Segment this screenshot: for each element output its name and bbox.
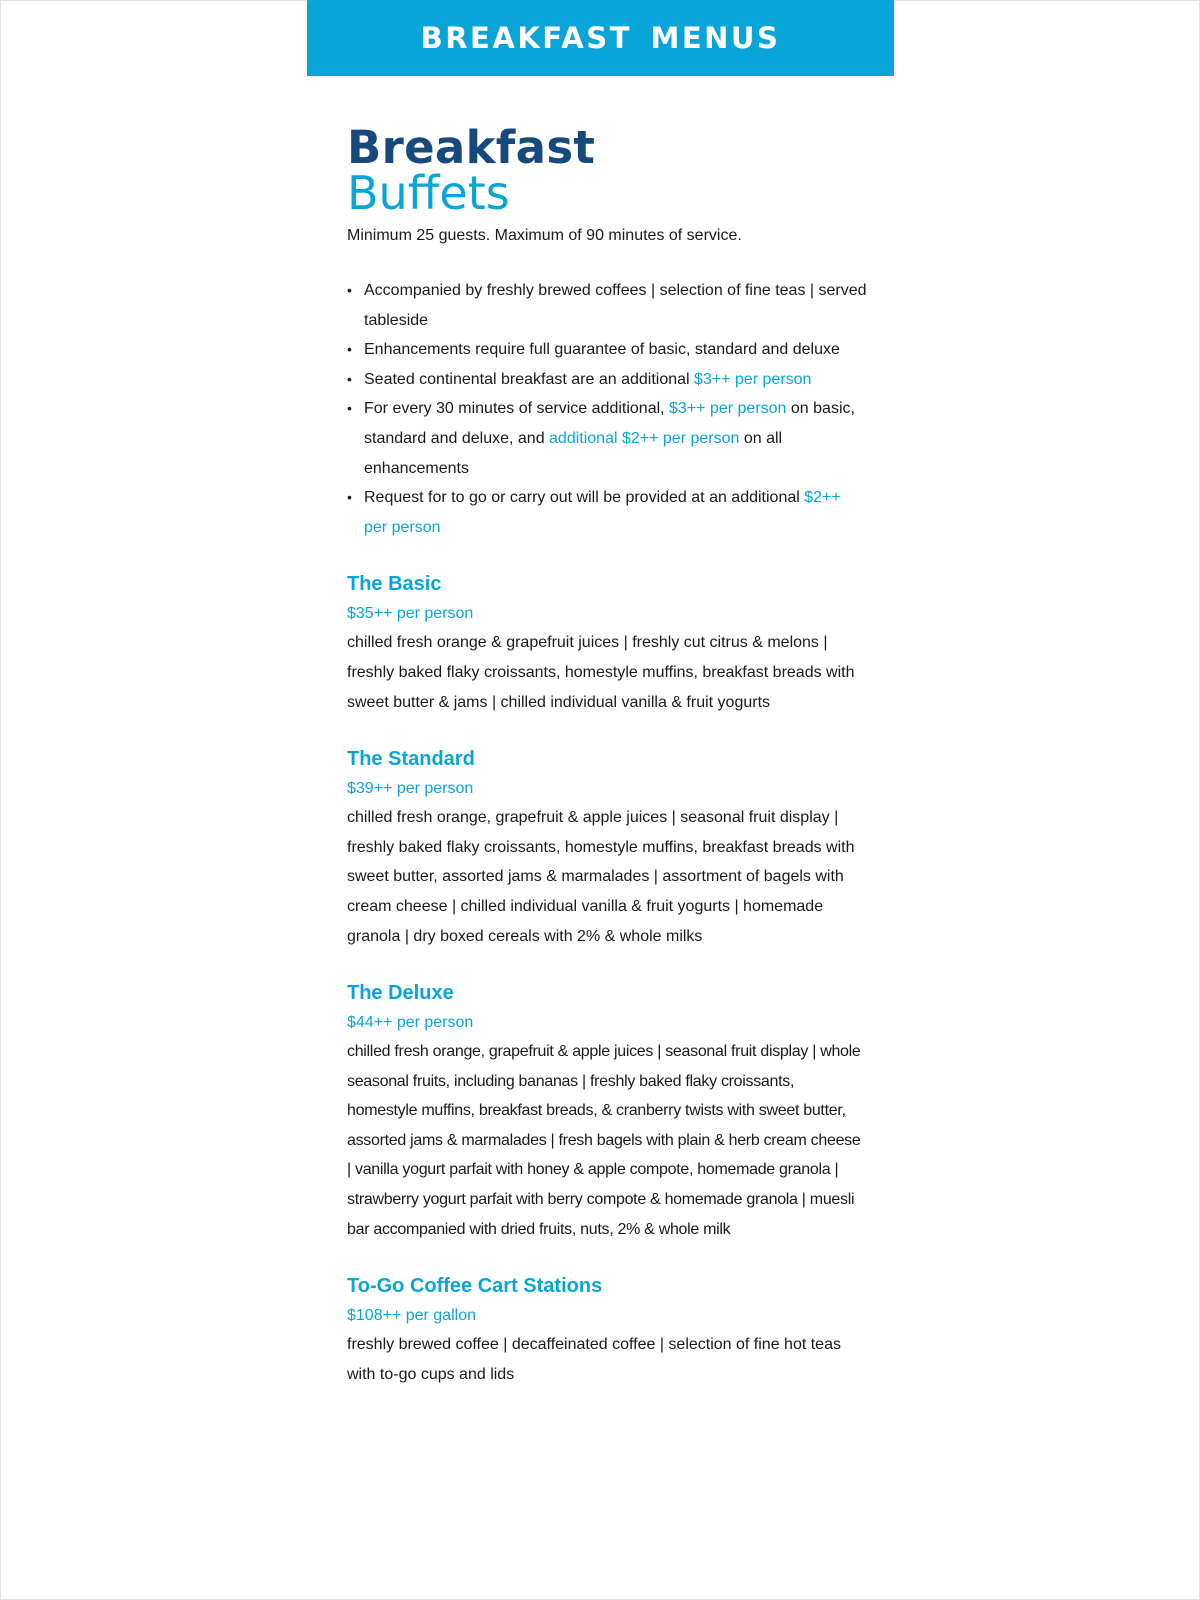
note-price-highlight: $3++ per person xyxy=(669,400,787,418)
banner-title: BREAKFAST MENUS xyxy=(420,21,781,55)
section-price: $108++ per gallon xyxy=(347,1307,476,1325)
menu-section-coffee-cart xyxy=(347,1274,867,1389)
note-text: Seated continental breakfast are an additional xyxy=(364,370,695,388)
note-text: on all enhancements xyxy=(364,429,783,477)
note-item xyxy=(347,335,867,365)
section-title: The Deluxe xyxy=(347,982,454,1005)
note-text: on basic, standard and deluxe, and xyxy=(364,400,855,447)
menu-section-basic xyxy=(347,572,867,717)
note-text: Enhancements require full guarantee of basic, standard and deluxe xyxy=(364,341,840,359)
note-price-highlight: $2++ per person xyxy=(364,489,841,536)
header-banner xyxy=(307,0,894,76)
note-item xyxy=(347,365,867,395)
menu-section-standard xyxy=(347,747,867,951)
section-price: $44++ per person xyxy=(347,1014,474,1032)
section-title: The Standard xyxy=(347,748,475,771)
section-items: chilled fresh orange, grapefruit & apple juices | seasonal fruit display | whole seasonal fruits, including bananas | freshly baked flaky croissants, homestyle muffins, breakfast breads, & cranberry twists with sweet butter, assorted jams & marmalades | fresh bagels with plain & herb cream cheese | vanilla yogurt parfait with honey & apple compote, homemade granola | strawberry yogurt parfait with berry compote & homemade granola | muesli bar accompanied with dried fruits, nuts, 2% & whole milk xyxy=(347,1043,861,1238)
notes-list xyxy=(347,276,867,542)
note-item xyxy=(347,276,867,335)
menu-content xyxy=(347,122,867,1389)
intro-text: Minimum 25 guests. Maximum of 90 minutes of service. xyxy=(347,227,742,244)
section-items: chilled fresh orange & grapefruit juices | freshly cut citrus & melons | freshly baked flaky croissants, homestyle muffins, breakfast breads with sweet butter & jams | chilled individual vanilla & fruit yogurts xyxy=(347,634,855,711)
note-price-highlight: additional $2++ per person xyxy=(549,429,740,447)
section-price: $39++ per person xyxy=(347,780,474,798)
page-title: Breakfast xyxy=(347,121,596,174)
section-price: $35++ per person xyxy=(347,605,474,623)
note-price-highlight: $3++ per person xyxy=(694,370,812,388)
page-subtitle: Buffets xyxy=(347,166,510,220)
section-items: freshly brewed coffee | decaffeinated coffee | selection of fine hot teas with to-go cups and lids xyxy=(347,1336,841,1383)
note-text: Request for to go or carry out will be provided at an additional xyxy=(364,489,805,507)
section-items: chilled fresh orange, grapefruit & apple juices | seasonal fruit display | freshly baked flaky croissants, homestyle muffins, breakfast breads with sweet butter, assorted jams & marmalades | assortment of bagels with cream cheese | chilled individual vanilla & fruit yogurts | homemade granola | dry boxed cereals with 2% & whole milks xyxy=(347,809,855,945)
note-item xyxy=(347,394,867,483)
section-title: The Basic xyxy=(347,573,442,596)
section-title: To-Go Coffee Cart Stations xyxy=(347,1275,603,1298)
note-item xyxy=(347,483,867,542)
note-text: For every 30 minutes of service additional, xyxy=(364,400,670,418)
note-text: Accompanied by freshly brewed coffees | selection of fine teas | served tableside xyxy=(364,282,867,329)
menu-section-deluxe xyxy=(347,981,867,1244)
